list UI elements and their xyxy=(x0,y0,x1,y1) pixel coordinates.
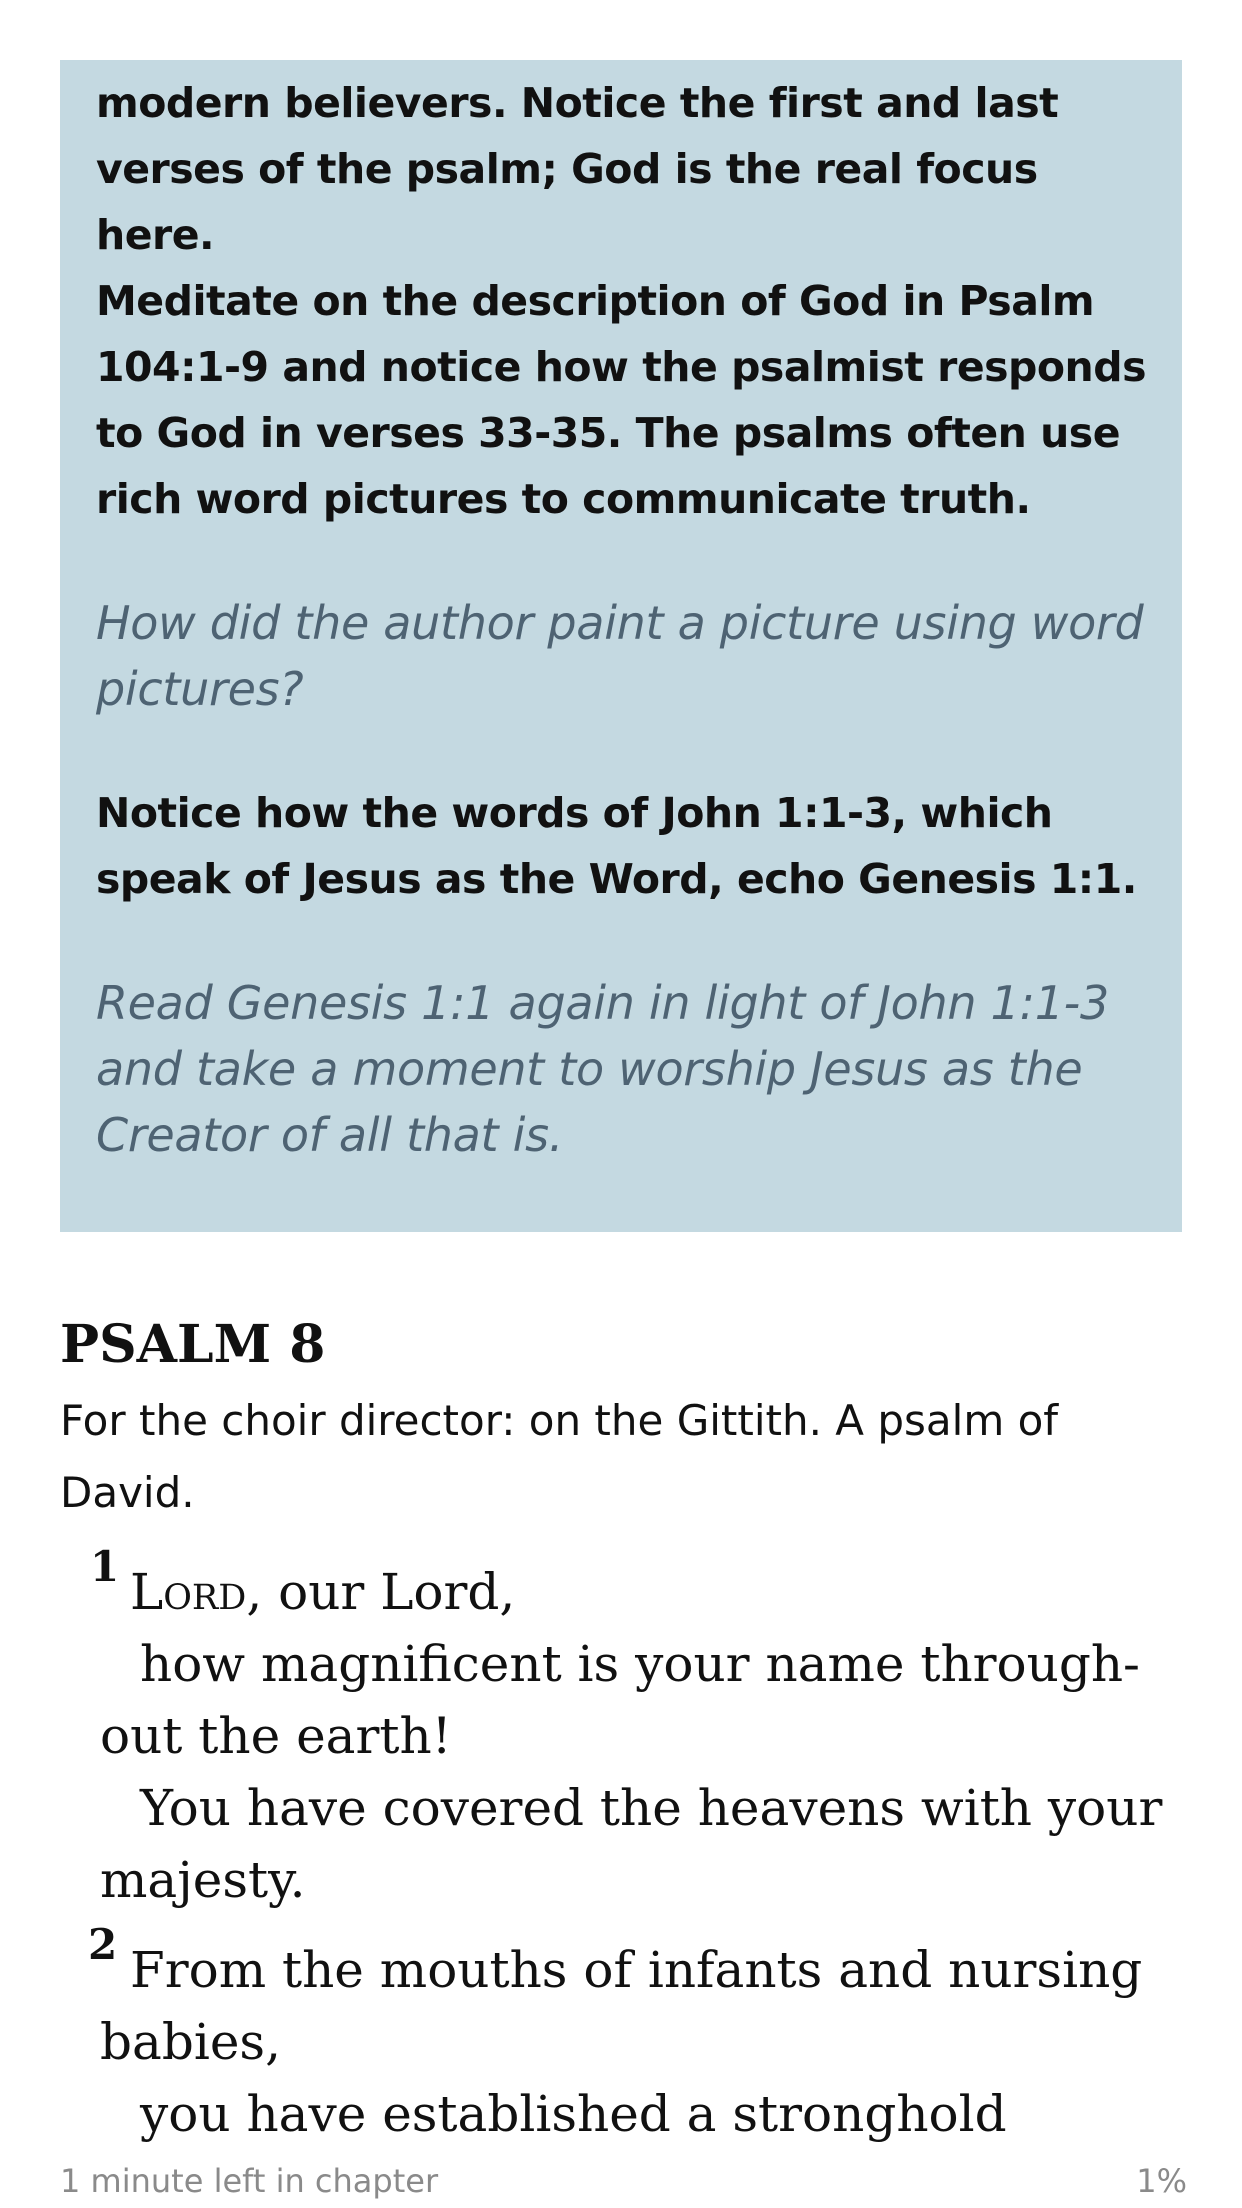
verse-2-line-2: babies, xyxy=(100,2013,281,2071)
verse-1-line-3: out the earth! xyxy=(100,1707,452,1765)
time-left-indicator[interactable]: 1 minute left in chapter xyxy=(60,2162,439,2200)
callout-line: verses of the psalm; God is the real focus here. xyxy=(96,145,1038,259)
callout-line: Notice how the words of John 1:1-3, which xyxy=(96,789,1053,837)
superscription-line: David. xyxy=(60,1468,195,1517)
callout-line: pictures? xyxy=(96,662,304,716)
callout-line: speak of Jesus as the Word, echo Genesis 1:1. xyxy=(96,855,1137,903)
reading-progress-percent[interactable]: 1% xyxy=(1136,2162,1187,2200)
verse-number: 1 xyxy=(90,1542,120,1591)
superscription-line: For the choir director: on the Gittith. A psalm of xyxy=(60,1396,1059,1445)
verse-text: , our Lord, xyxy=(246,1563,516,1621)
callout-line: to God in verses 33-35. The psalms often use xyxy=(96,409,1121,457)
callout-line: Creator of all that is. xyxy=(96,1108,564,1162)
psalm-superscription xyxy=(60,1385,1170,1529)
study-callout-box xyxy=(60,60,1182,1232)
callout-paragraph-1 xyxy=(96,70,1146,532)
callout-question-2 xyxy=(96,970,1146,1168)
verse-1-line-4: You have covered the heavens with your xyxy=(140,1779,1163,1837)
verse-number: 2 xyxy=(88,1920,118,1969)
callout-line: modern believers. Notice the first and last xyxy=(96,79,1059,127)
verse-2-line-1: From the mouths of infants and nursing xyxy=(130,1941,1143,1999)
callout-line: and take a moment to worship Jesus as the xyxy=(96,1042,1083,1096)
verse-1-line-1 xyxy=(130,1556,515,1628)
callout-line: rich word pictures to communicate truth. xyxy=(96,475,1031,523)
psalm-title: PSALM 8 xyxy=(60,1314,326,1375)
verse-2-line-3: you have established a stronghold xyxy=(140,2085,1007,2143)
verse-1-line-2: how magnificent is your name through- xyxy=(140,1635,1140,1693)
verse-1-line-5: majesty. xyxy=(100,1851,306,1909)
lord-smallcaps: Lord xyxy=(130,1563,247,1621)
callout-question-1 xyxy=(96,590,1146,722)
callout-line: Meditate on the description of God in Psalm xyxy=(96,277,1095,325)
callout-line: How did the author paint a picture using word xyxy=(96,596,1144,650)
callout-line: Read Genesis 1:1 again in light of John 1:1-3 xyxy=(96,976,1109,1030)
callout-paragraph-2 xyxy=(96,780,1146,912)
callout-line: 104:1-9 and notice how the psalmist responds xyxy=(96,343,1146,391)
